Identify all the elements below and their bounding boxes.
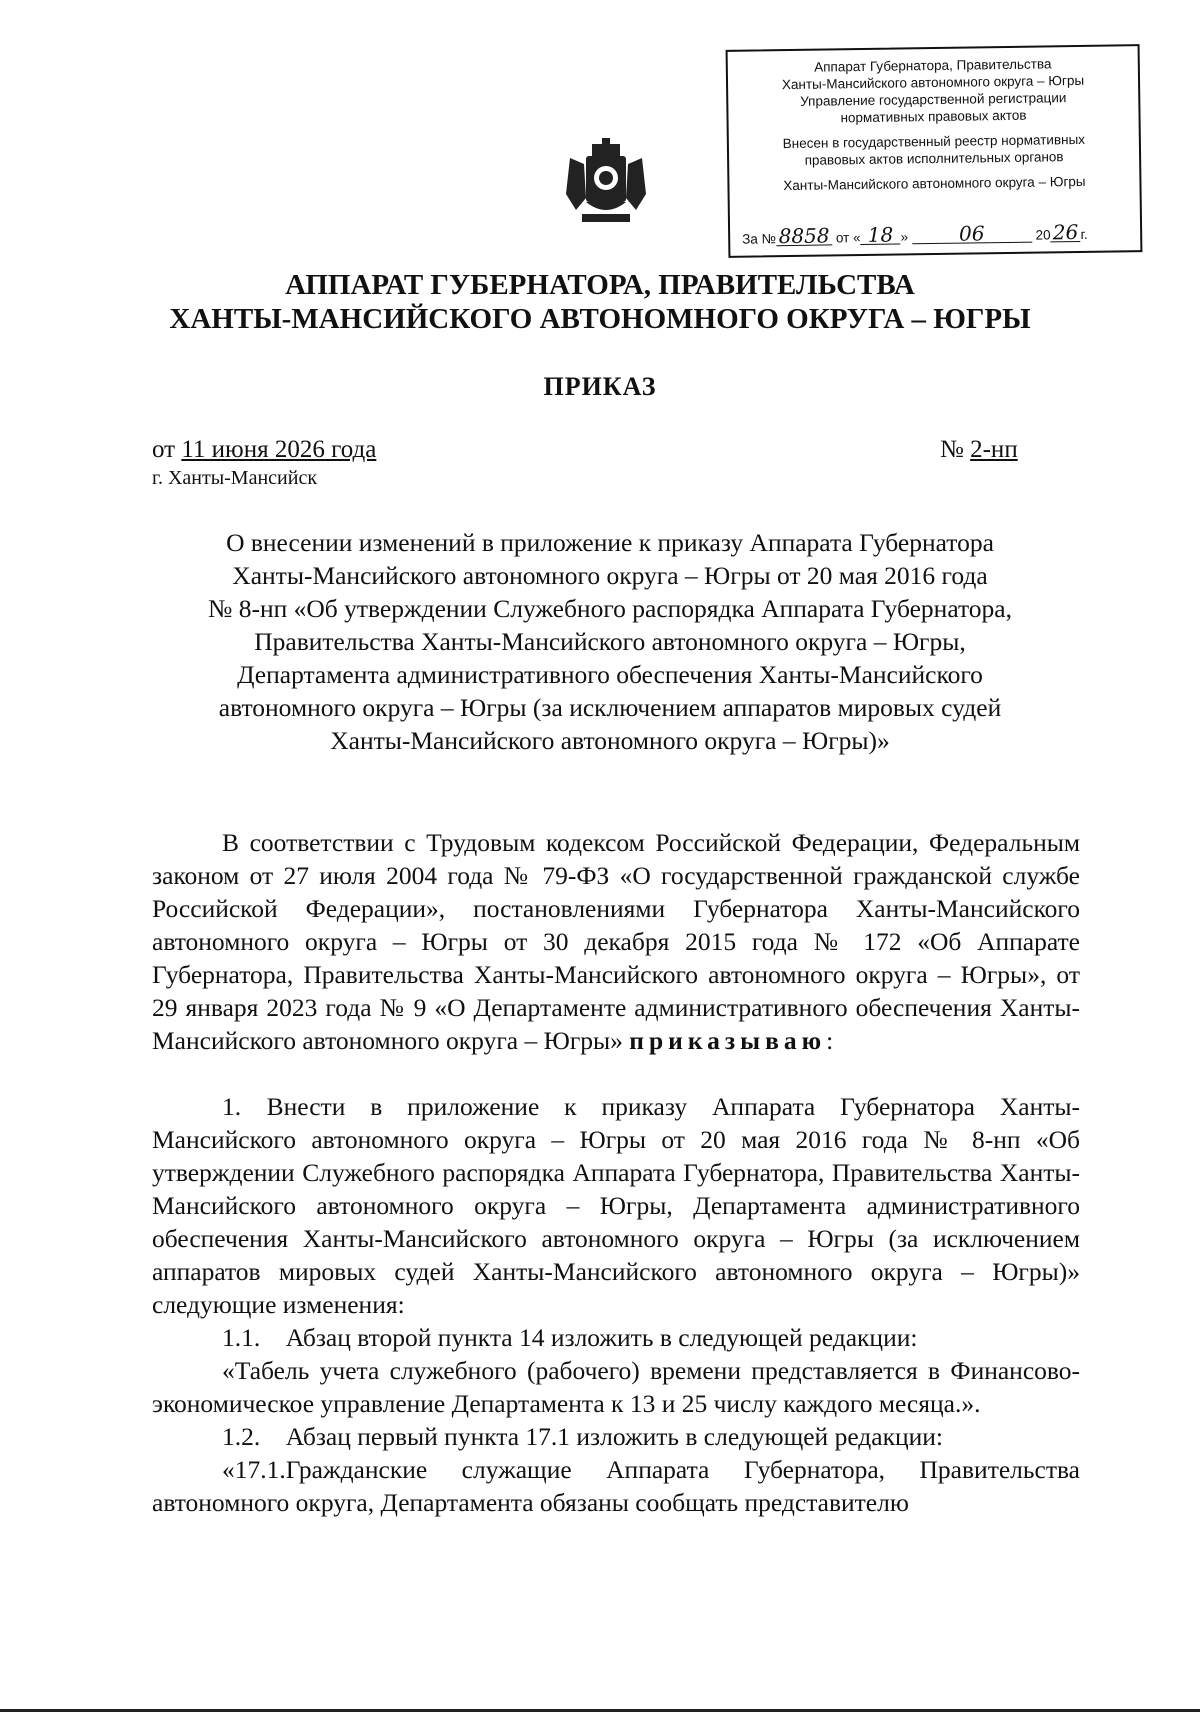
order-colon: : bbox=[826, 1026, 834, 1055]
stamp-line: Ханты-Мансийского автономного округа – Югры bbox=[781, 72, 1085, 93]
number-prefix: № bbox=[940, 436, 964, 463]
stamp-line: Управление государственной регистрации bbox=[800, 90, 1067, 109]
city: г. Ханты-Мансийск bbox=[152, 467, 318, 489]
item-1-2: 1.2. Абзац первый пункта 17.1 изложить в следующей редакции: bbox=[222, 1422, 944, 1451]
document-number bbox=[940, 436, 1018, 464]
stamp-line: Ханты-Мансийского автономного округа – Югры bbox=[783, 173, 1086, 194]
issuer-title-line: АППАРАТ ГУБЕРНАТОРА, ПРАВИТЕЛЬСТВА bbox=[285, 269, 915, 301]
preamble-paragraph bbox=[152, 826, 1080, 1057]
reg-from: от « bbox=[835, 230, 861, 246]
date-prefix: от bbox=[152, 436, 176, 463]
order-word: приказываю bbox=[629, 1026, 827, 1055]
stamp-line: Аппарат Губернатора, Правительства bbox=[814, 56, 1052, 75]
item-1: 1. Внести в приложение к приказу Аппарата Губернатора Ханты-Мансийского автономного округа – Югры от 20 мая 2016 года № 8-нп «Об утверждении Служебного распорядка Аппарата Губернатора, Правительства Ханты-Мансийского автономного округа – Югры, Департамента административного обеспечения Ханты-Мансийского автономного округа – Югры (за исключением аппаратов мировых судей Ханты-Мансийского автономного округа – Югры)» следующие изменения: bbox=[152, 1092, 1080, 1319]
reg-month: 06 bbox=[912, 225, 1032, 245]
page-bottom-edge bbox=[0, 1709, 1200, 1712]
issuer-title bbox=[0, 268, 1200, 336]
stamp-line: правовых актов исполнительных органов bbox=[804, 149, 1064, 168]
stamp-registration-line bbox=[742, 219, 1088, 249]
subject-line: Ханты-Мансийского автономного округа – Югры)» bbox=[330, 726, 890, 755]
reg-mid: » bbox=[900, 229, 909, 245]
item-1-1: 1.1. Абзац второй пункта 14 изложить в следующей редакции: bbox=[222, 1323, 918, 1352]
document-subject bbox=[140, 526, 1080, 757]
document-body bbox=[152, 826, 1080, 1519]
issuer-title-line: ХАНТЫ-МАНСИЙСКОГО АВТОНОМНОГО ОКРУГА – ЮГРЫ bbox=[169, 303, 1031, 335]
date-value: 11 июня 2026 года bbox=[181, 436, 377, 463]
reg-year-suffix: 26 bbox=[1050, 224, 1080, 242]
number-value: 2-нп bbox=[970, 436, 1018, 463]
subject-line: Департамента административного обеспечения Ханты-Мансийского bbox=[237, 660, 983, 689]
subject-line: О внесении изменений в приложение к приказу Аппарата Губернатора bbox=[226, 528, 994, 557]
subject-line: № 8-нп «Об утверждении Служебного распорядка Аппарата Губернатора, bbox=[208, 594, 1012, 623]
reg-number: 8858 bbox=[776, 227, 832, 246]
preamble-text: В соответствии с Трудовым кодексом Российской Федерации, Федеральным законом от 27 июля 2004 года № 79-ФЗ «О государственной гражданской службе Российской Федерации», постановлениями Губернатора Ханты-Мансийского автономного округа – Югры от 30 декабря 2015 года № 172 «Об Аппарате Губернатора, Правительства Ханты-Мансийского автономного округа – Югры», от 29 января 2023 года № 9 «О Департаменте административного обеспечения Ханты-Мансийского автономного округа – Югры» bbox=[152, 828, 1080, 1055]
stamp-line: нормативных правовых актов bbox=[840, 107, 1027, 126]
document-date bbox=[152, 436, 376, 464]
reg-day: 18 bbox=[860, 226, 900, 245]
reg-prefix: За № bbox=[742, 231, 777, 247]
item-1-1-text: «Табель учета служебного (рабочего) времени представляется в Финансово-экономическое управление Департамента к 13 и 25 числу каждого месяца.». bbox=[152, 1356, 1080, 1418]
reg-year-prefix: 20 bbox=[1035, 227, 1051, 243]
reg-end: г. bbox=[1080, 226, 1088, 242]
subject-line: Ханты-Мансийского автономного округа – Югры от 20 мая 2016 года bbox=[232, 561, 988, 590]
item-1-2-text: «17.1.Гражданские служащие Аппарата Губернатора, Правительства автономного округа, Департамента обязаны сообщать представителю bbox=[152, 1455, 1080, 1517]
subject-line: автономного округа – Югры (за исключением аппаратов мировых судей bbox=[218, 693, 1002, 722]
registration-stamp bbox=[726, 44, 1143, 258]
coat-of-arms-icon bbox=[562, 138, 650, 228]
stamp-line: Внесен в государственный реестр нормативных bbox=[782, 131, 1086, 152]
subject-line: Правительства Ханты-Мансийского автономного округа – Югры, bbox=[254, 627, 966, 656]
document-type: ПРИКАЗ bbox=[543, 372, 657, 401]
